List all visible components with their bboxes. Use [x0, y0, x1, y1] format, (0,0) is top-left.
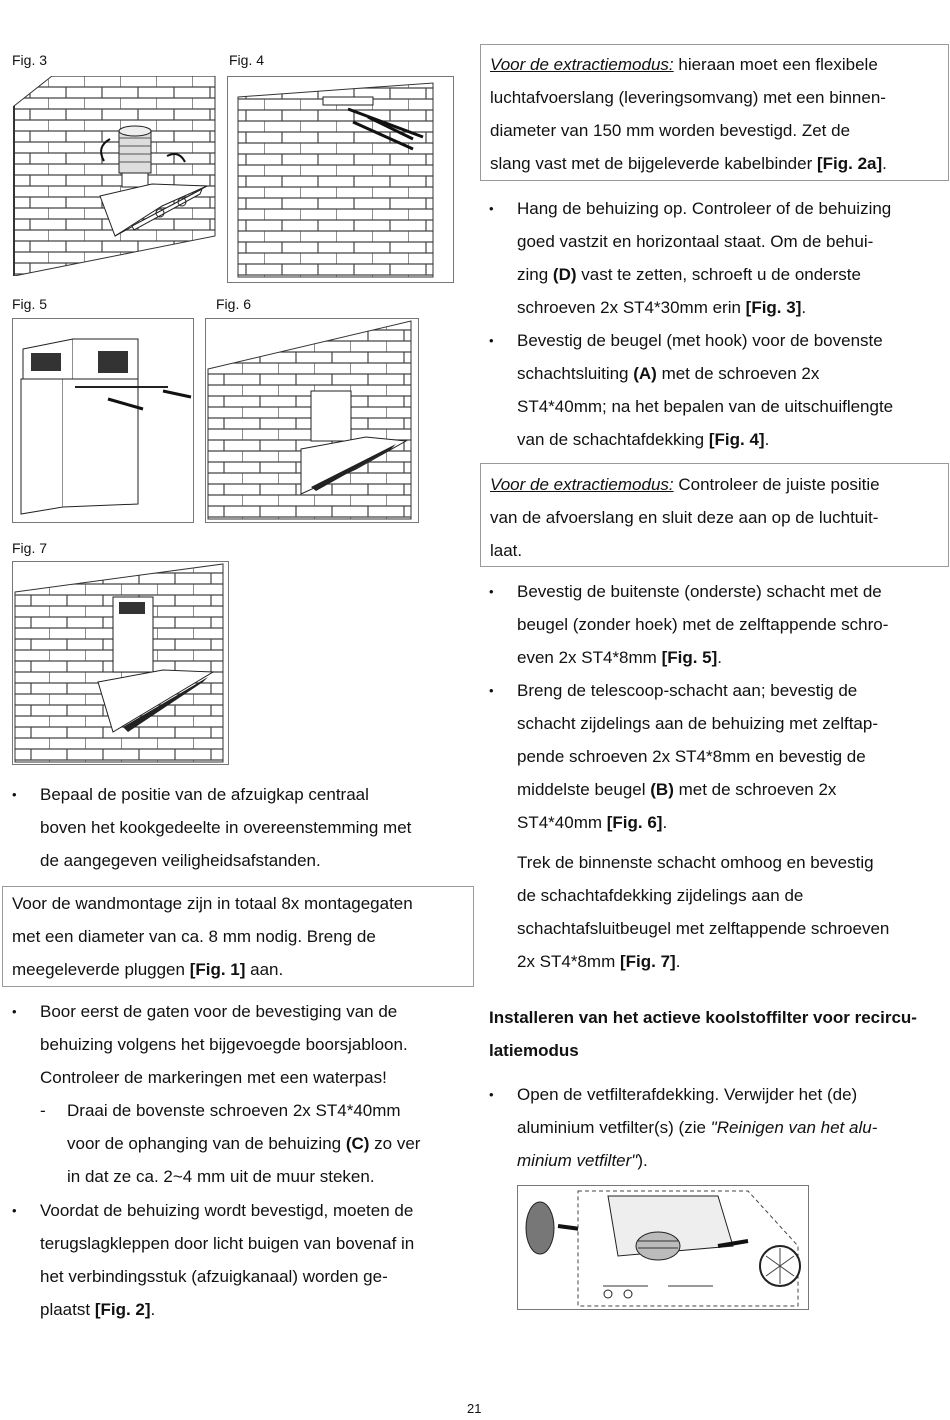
text-line: Voordat de behuizing wordt bevestigd, moeten de: [40, 1201, 414, 1220]
text-line: Trek de binnenste schacht omhoog en bevestig: [517, 853, 874, 872]
text-line: schacht zijdelings aan de behuizing met zelftap-: [517, 714, 878, 733]
fig-reference: [Fig. 4]: [708, 430, 765, 449]
text-line: aluminium vetfilter(s) (zie "Reinigen van het alu-: [517, 1118, 878, 1137]
text-line: plaatst [Fig. 2].: [40, 1300, 156, 1319]
text-line: Voor de wandmontage zijn in totaal 8x montagegaten: [12, 894, 413, 913]
fig4-label: Fig. 4: [229, 52, 265, 68]
bullet-dot: •: [12, 1004, 17, 1019]
heading-line: Installeren van het actieve koolstoffilter voor recircu-: [489, 1008, 917, 1027]
heading-line: latiemodus: [489, 1041, 579, 1060]
text-line: Hang de behuizing op. Controleer of de behuizing: [517, 199, 892, 218]
text-line: middelste beugel (B) met de schroeven 2x: [517, 780, 837, 799]
fig-reference: [Fig. 2a]: [816, 154, 883, 173]
fig3-label: Fig. 3: [12, 52, 48, 68]
bullet-dot: •: [12, 787, 17, 802]
text-line: boven het kookgedeelte in overeenstemming met: [40, 818, 412, 837]
fig7-label: Fig. 7: [12, 540, 48, 556]
fig5-illustration: [12, 318, 194, 523]
dash-symbol: -: [40, 1101, 46, 1120]
text-line: Boor eerst de gaten voor de bevestiging van de: [40, 1002, 398, 1021]
text-line: van de afvoerslang en sluit deze aan op de luchtuit-: [490, 508, 879, 527]
dash-item: [40, 1094, 472, 1193]
text-line: slang vast met de bijgeleverde kabelbinder [Fig. 2a].: [490, 154, 887, 173]
text-line: Bepaal de positie van de afzuigkap centraal: [40, 785, 369, 804]
text-line: de schachtafdekking zijdelings aan de: [517, 886, 804, 905]
wall-mounting-note-box: [2, 886, 474, 987]
text-line: terugslagkleppen door licht buigen van bovenaf in: [40, 1234, 415, 1253]
extraction-mode-note-2: [480, 463, 949, 567]
extraction-mode-note-1: [480, 44, 949, 181]
text-line: Open de vetfilterafdekking. Verwijder het (de): [517, 1085, 858, 1104]
fig-reference: [Fig. 5]: [661, 648, 718, 667]
text-line: schachtsluiting (A) met de schroeven 2x: [517, 364, 820, 383]
note-lead: Voor de extractiemodus:: [490, 475, 674, 494]
text-line: Breng de telescoop-schacht aan; bevestig de: [517, 681, 858, 700]
bullet-dot: •: [489, 1087, 494, 1102]
text-line: Draai de bovenste schroeven 2x ST4*40mm: [67, 1101, 401, 1120]
filter-illustration: [517, 1185, 809, 1310]
text-line: behuizing volgens het bijgevoegde boorsjabloon.: [40, 1035, 408, 1054]
bullet-dot: •: [489, 201, 494, 216]
fig-reference: [Fig. 7]: [619, 952, 676, 971]
bullet-dot: •: [489, 683, 494, 698]
text-line: Controleer de markeringen met een waterpas!: [40, 1068, 387, 1087]
inner-shaft-paragraph: [517, 846, 947, 978]
text-line: Bevestig de buitenste (onderste) schacht met de: [517, 582, 882, 601]
text-line: zing (D) vast te zetten, schroeft u de onderste: [517, 265, 861, 284]
cross-reference: minium vetfilter": [517, 1151, 638, 1170]
bullet-dot: •: [489, 333, 494, 348]
text-line: Bevestig de beugel (met hook) voor de bovenste: [517, 331, 883, 350]
fig-reference: [Fig. 3]: [745, 298, 802, 317]
text-line: minium vetfilter").: [517, 1151, 648, 1170]
fig-reference: [Fig. 6]: [606, 813, 663, 832]
text-line: luchtafvoerslang (leveringsomvang) met een binnen-: [490, 88, 886, 107]
bullet-dot: •: [489, 584, 494, 599]
note-lead: Voor de extractiemodus:: [490, 55, 674, 74]
text-line: diameter van 150 mm worden bevestigd. Zet de: [490, 121, 851, 140]
fig-reference: [Fig. 1]: [189, 960, 246, 979]
text-line: schroeven 2x ST4*30mm erin [Fig. 3].: [517, 298, 807, 317]
page-number: 21: [467, 1401, 482, 1416]
fig6-illustration: [205, 318, 419, 523]
text-line: pende schroeven 2x ST4*8mm en bevestig de: [517, 747, 866, 766]
fig6-label: Fig. 6: [216, 296, 252, 312]
fig-reference: [Fig. 2]: [94, 1300, 151, 1319]
cross-reference: "Reinigen van het alu-: [710, 1118, 878, 1137]
text-line: ST4*40mm; na het bepalen van de uitschuiflengte: [517, 397, 894, 416]
fig4-illustration: [227, 76, 454, 283]
fig3-illustration: [12, 76, 217, 276]
text-line: het verbindingsstuk (afzuigkanaal) worden ge-: [40, 1267, 388, 1286]
text-line: beugel (zonder hoek) met de zelftappende schro-: [517, 615, 889, 634]
text-line: in dat ze ca. 2~4 mm uit de muur steken.: [67, 1167, 375, 1186]
text-line: van de schachtafdekking [Fig. 4].: [517, 430, 770, 449]
text-line: even 2x ST4*8mm [Fig. 5].: [517, 648, 723, 667]
fig7-illustration: [12, 561, 229, 765]
text-line: goed vastzit en horizontaal staat. Om de behui-: [517, 232, 874, 251]
text-line: met een diameter van ca. 8 mm nodig. Breng de: [12, 927, 376, 946]
text-line: voor de ophanging van de behuizing (C) zo ver: [67, 1134, 421, 1153]
text-line: de aangegeven veiligheidsafstanden.: [40, 851, 321, 870]
text-line: Voor de extractiemodus: Controleer de juiste positie: [490, 475, 880, 494]
text-line: meegeleverde pluggen [Fig. 1] aan.: [12, 960, 284, 979]
section-heading: [489, 1001, 944, 1067]
text-line: laat.: [490, 541, 523, 560]
text-line: schachtafsluitbeugel met zelftappende schroeven: [517, 919, 890, 938]
fig5-label: Fig. 5: [12, 296, 48, 312]
text-line: Voor de extractiemodus: hieraan moet een flexibele: [490, 55, 878, 74]
bullet-dot: •: [12, 1203, 17, 1218]
text-line: ST4*40mm [Fig. 6].: [517, 813, 668, 832]
text-line: 2x ST4*8mm [Fig. 7].: [517, 952, 681, 971]
